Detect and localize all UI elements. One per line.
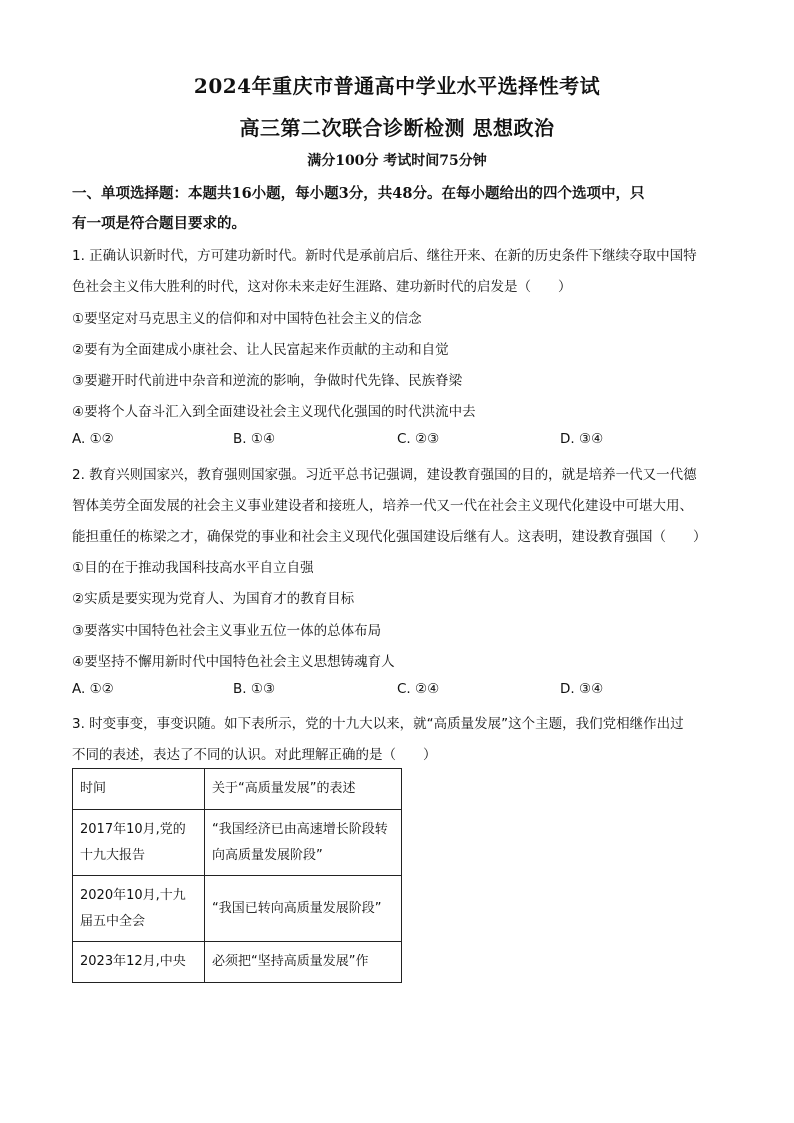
q1-item-3: ③要避开时代前进中杂音和逆流的影响，争做时代先锋、民族脊梁 (72, 373, 463, 389)
q2-stem-line2: 智体美劳全面发展的社会主义事业建设者和接班人，培养一代又一代在社会主义现代化建设中可堪大用、 (72, 498, 693, 514)
q3-stem-line1: 3. 时变事变，事变识随。如下表所示，党的十九大以来，就“高质量发展”这个主题，我们党相继作出过 (72, 716, 684, 732)
q2-stem-line1: 2. 教育兴则国家兴，教育强则国家强。习近平总书记强调，建设教育强国的目的，就是培养一代又一代德 (72, 467, 697, 483)
q1-option-d[interactable]: D. ③④ (560, 431, 604, 447)
table-cell: “我国已转向高质量发展阶段” (205, 876, 402, 942)
q2-option-b[interactable]: B. ①③ (233, 681, 276, 697)
q1-item-2: ②要有为全面建成小康社会、让人民富起来作贡献的主动和自觉 (72, 342, 449, 358)
q2-item-2: ②实质是要实现为党育人、为国育才的教育目标 (72, 591, 355, 607)
q3-table (72, 768, 402, 983)
q2-item-4: ④要坚持不懈用新时代中国特色社会主义思想铸魂育人 (72, 654, 395, 670)
q2-option-c[interactable]: C. ②④ (397, 681, 440, 697)
q2-item-3: ③要落实中国特色社会主义事业五位一体的总体布局 (72, 623, 382, 639)
q2-stem-line3: 能担重任的栋梁之才，确保党的事业和社会主义现代化强国建设后继有人。这表明，建设教育强国（ ） (72, 529, 707, 545)
table-row (73, 942, 402, 983)
table-cell: 2020年10月,十九届五中全会 (73, 876, 205, 942)
q3-stem-line2: 不同的表述，表达了不同的认识。对此理解正确的是（ ） (72, 747, 437, 763)
q1-option-b[interactable]: B. ①④ (233, 431, 276, 447)
q1-stem-line2: 色社会主义伟大胜利的时代，这对你未来走好生涯路、建功新时代的启发是（ ） (72, 279, 572, 295)
section-heading-line1: 一、单项选择题：本题共16小题，每小题3分，共48分。在每小题给出的四个选项中，只 (72, 185, 645, 202)
q1-item-4: ④要将个人奋斗汇入到全面建设社会主义现代化强国的时代洪流中去 (72, 404, 476, 420)
table-row (73, 810, 402, 876)
q2-option-a[interactable]: A. ①② (72, 681, 114, 697)
q1-item-1: ①要坚定对马克思主义的信仰和对中国特色社会主义的信念 (72, 311, 422, 327)
table-row (73, 876, 402, 942)
table-cell: 2017年10月,党的十九大报告 (73, 810, 205, 876)
table-header-cell: 时间 (73, 769, 205, 810)
exam-subtitle: 高三第二次联合诊断检测 思想政治 (239, 116, 555, 140)
exam-meta: 满分100分 考试时间75分钟 (307, 153, 487, 169)
q1-option-c[interactable]: C. ②③ (397, 431, 440, 447)
exam-title: 2024年重庆市普通高中学业水平选择性考试 (193, 74, 601, 98)
table-cell: 必须把“坚持高质量发展”作 (205, 942, 402, 983)
table-cell: 2023年12月,中央 (73, 942, 205, 983)
table-header-row (73, 769, 402, 810)
q2-option-d[interactable]: D. ③④ (560, 681, 604, 697)
q1-option-a[interactable]: A. ①② (72, 431, 114, 447)
table-header-cell: 关于“高质量发展”的表述 (205, 769, 402, 810)
q2-item-1: ①目的在于推动我国科技高水平自立自强 (72, 560, 314, 576)
table-cell: “我国经济已由高速增长阶段转向高质量发展阶段” (205, 810, 402, 876)
q1-stem-line1: 1. 正确认识新时代，方可建功新时代。新时代是承前启后、继往开来、在新的历史条件下继续夺取中国特 (72, 248, 697, 264)
section-heading-line2: 有一项是符合题目要求的。 (72, 215, 246, 232)
